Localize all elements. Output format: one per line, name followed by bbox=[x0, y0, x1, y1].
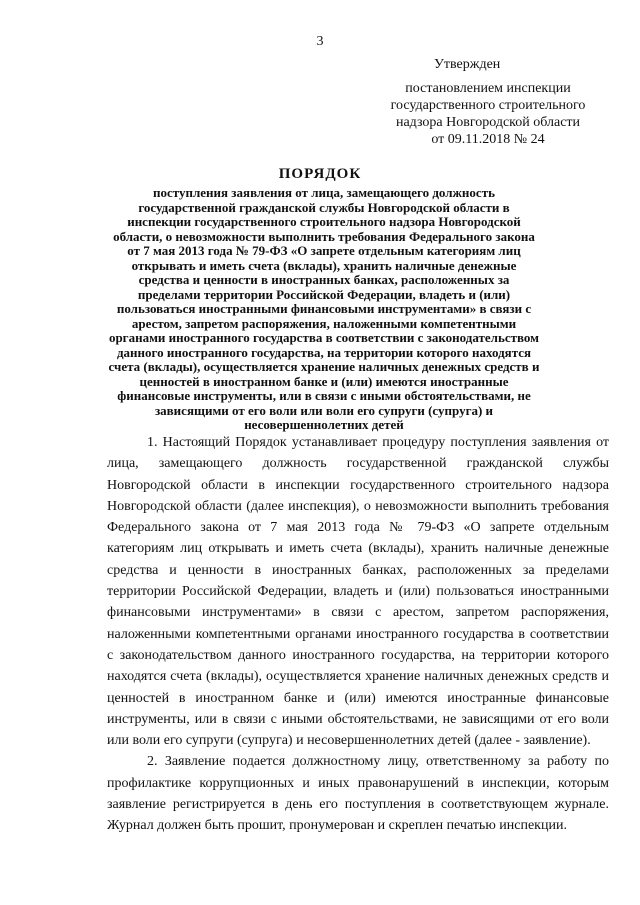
subtitle-line: несовершеннолетних детей bbox=[244, 417, 404, 432]
subtitle-line: открывать и иметь счета (вклады), хранить наличные денежные bbox=[131, 257, 517, 273]
subtitle-line: органами иностранного государства в соответствии с законодательством bbox=[108, 330, 540, 345]
subtitle-line: финансовые инструменты, или в связи с иными обстоятельствами, не bbox=[117, 388, 531, 403]
approval-heading: Утвержден bbox=[434, 57, 501, 72]
approval-line: надзора Новгородской области bbox=[395, 115, 581, 130]
approval-line: государственного строительного bbox=[390, 98, 586, 113]
approval-line: постановлением инспекции bbox=[405, 81, 571, 96]
subtitle-line: ценностей в иностранном банке и (или) имеются иностранные bbox=[139, 373, 509, 389]
subtitle-line: данного иностранного государства, на территории которого находятся bbox=[116, 344, 532, 360]
paragraph-2: 2. Заявление подается должностному лицу, ответственному за работу по профилактике коррупционных и иных правонарушений в инспекции, которым заявление регистрируется в день его поступления в соответствующем журнале. Журнал должен быть прошит, пронумерован и скреплен печатью инспекции. bbox=[107, 754, 609, 834]
subtitle-line: пределами территории Российской Федерации, владеть и (или) bbox=[137, 286, 511, 302]
subtitle-line: области, о невозможности выполнить требования Федерального закона bbox=[113, 228, 535, 244]
subtitle-line: от 7 мая 2013 года № 79-ФЗ «О запрете отдельным категориям лиц bbox=[127, 243, 521, 258]
subtitle-line: пользоваться иностранными финансовыми инструментами» в связи с bbox=[116, 301, 532, 316]
document-subtitle bbox=[104, 186, 544, 433]
approval-block bbox=[368, 56, 608, 148]
subtitle-line: государственной гражданской службы Новгородской области в bbox=[138, 199, 510, 215]
document-body bbox=[107, 432, 609, 837]
page-number: 3 bbox=[316, 34, 324, 49]
subtitle-line: арестом, запретом распоряжения, наложенными компетентными bbox=[131, 315, 517, 331]
subtitle-line: инспекции государственного строительного надзора Новгородской bbox=[127, 214, 521, 229]
subtitle-line: средства и ценности в иностранных банках, расположенных за bbox=[138, 272, 510, 287]
document-title: ПОРЯДОК bbox=[278, 166, 362, 182]
subtitle-line: зависящими от его воли или воли его супруги (супруга) и bbox=[154, 402, 494, 418]
subtitle-line: счета (вклады), осуществляется хранение наличных денежных средств и bbox=[108, 359, 540, 374]
subtitle-line: поступления заявления от лица, замещающего должность bbox=[153, 185, 495, 200]
paragraph-1: 1. Настоящий Порядок устанавливает процедуру поступления заявления от лица, замещающего должность государственной гражданской службы Новгородской области в инспекции государственного строительного надзора Новгородской области (далее инспекция), о невозможности выполнить требования Федерального закона от 7 мая 2013 года № 79-ФЗ «О запрете отдельным категориям лиц открывать и иметь счета (вклады), хранить наличные денежные средства и ценности в иностранных банках, расположенных за пределами территории Российской Федерации, владеть и (или) пользоваться иностранными финансовыми инструментами» в связи с арестом, запретом распоряжения, наложенными компетентными органами иностранного государства в соответствии с законодательством данного иностранного государства, на территории которого находятся счета (вклады), осуществляется хранение наличных денежных средств и ценностей в иностранном банке и (или) имеются иностранные финансовые инструменты, или в связи с иными обстоятельствами, не зависящими от его воли или воли его супруги (супруга) и несовершеннолетних детей (далее - заявление). bbox=[107, 435, 609, 749]
approval-line: от 09.11.2018 № 24 bbox=[431, 132, 545, 147]
